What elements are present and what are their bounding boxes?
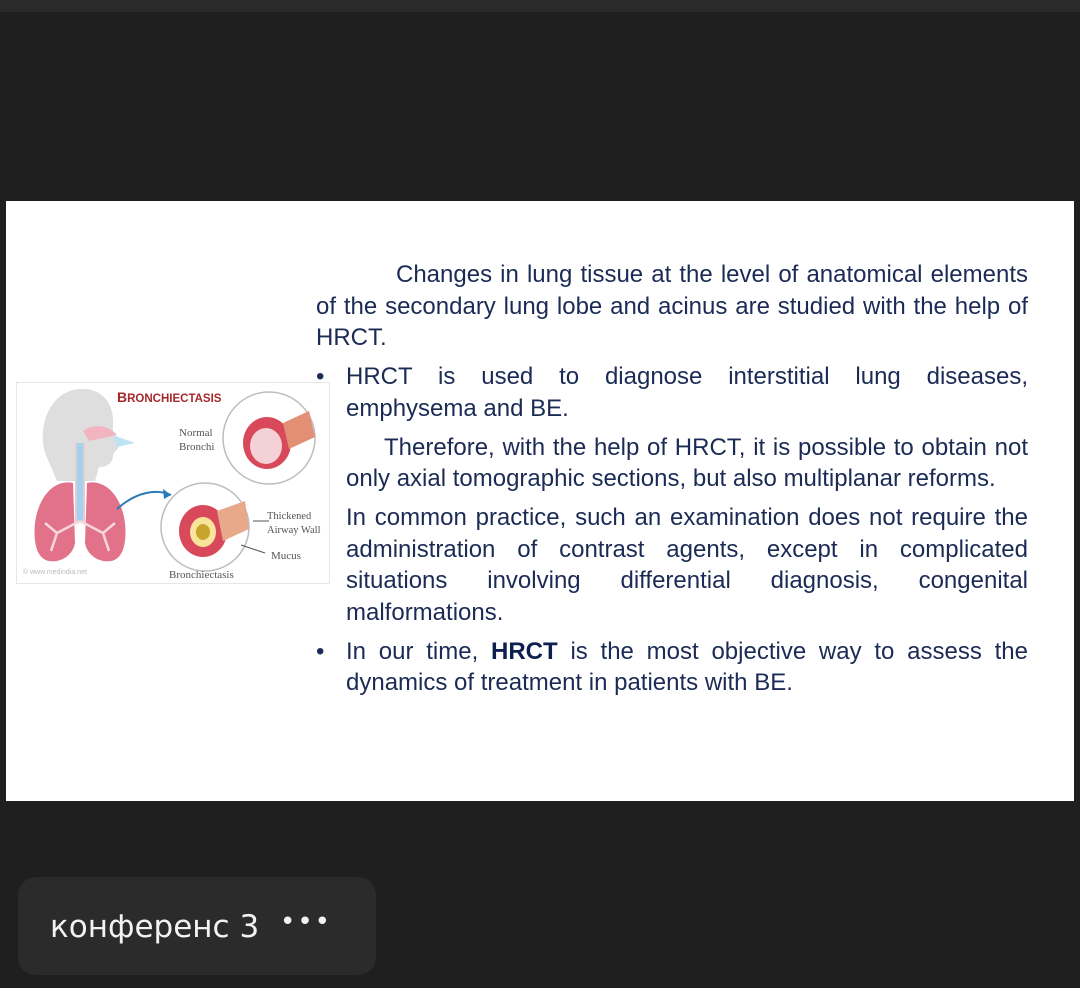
bullet-list <box>316 361 1028 699</box>
bullet3-text-start: In our time, <box>346 637 492 665</box>
top-status-strip <box>0 0 1080 12</box>
bullet-hrct-use <box>316 361 1028 629</box>
multiplanar-paragraph: Therefore, with the help of HRCT, it is possible to obtain not only axial tomographic sections, but also multiplanar reforms. <box>346 433 1028 493</box>
label-thickened-airway-wall: Thickened Airway Wall <box>267 511 321 536</box>
bullet3-bold: HRCT <box>491 637 558 665</box>
intro-paragraph: Changes in lung tissue at the level of anatomical elements of the secondary lung lobe and acinus are studied with the help of HRCT. <box>316 261 1028 352</box>
more-options-icon[interactable]: ••• <box>280 907 333 937</box>
slide-text <box>316 259 1028 699</box>
participant-name: конференс 3 <box>50 909 260 945</box>
label-bronchiectasis: Bronchiectasis <box>169 569 234 581</box>
figure-title: BRONCHIECTASIS <box>117 389 222 405</box>
bronchiectasis-illustration <box>16 382 330 584</box>
bullet-hrct-use-text: HRCT is used to diagnose interstitial lung diseases, emphysema and BE. <box>346 363 1028 422</box>
label-mucus: Mucus <box>271 550 301 562</box>
figure-watermark: © www.medindia.net <box>23 569 87 576</box>
label-normal-bronchi: Normal Bronchi <box>179 427 215 453</box>
bullet-objective-way <box>316 636 1028 699</box>
contrast-paragraph: In common practice, such an examination does not require the administration of contrast agents, except in complicated situations involving differential diagnosis, congenital malformations. <box>346 503 1028 627</box>
presentation-slide <box>6 201 1074 801</box>
bullet3-text-end: is the most objective way to assess the dynamics of treatment in patients with BE. <box>346 637 1028 697</box>
participant-tile[interactable] <box>18 877 376 975</box>
